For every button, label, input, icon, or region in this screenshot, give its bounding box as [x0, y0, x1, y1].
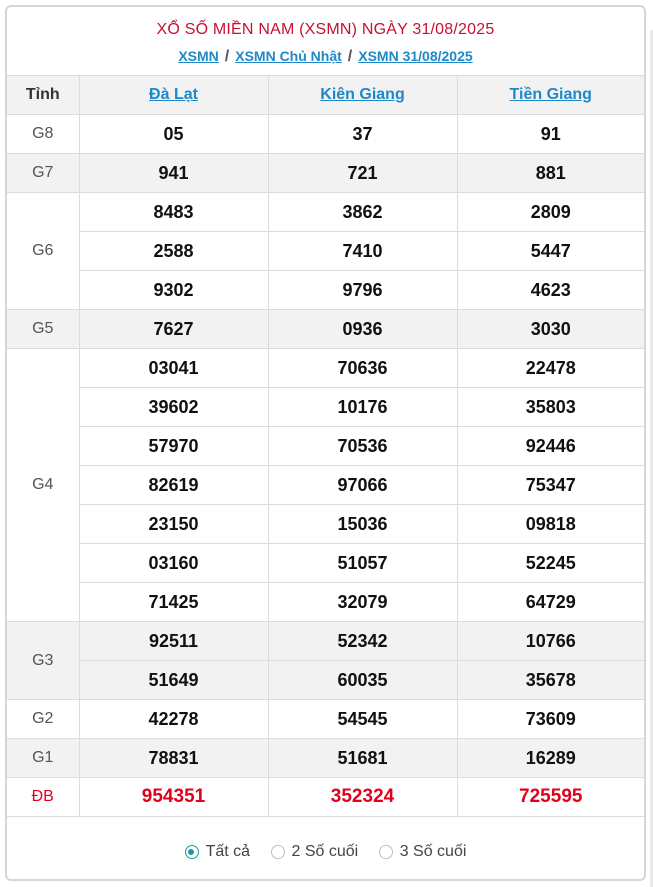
result-number: 91: [457, 115, 644, 154]
result-number: 22478: [457, 349, 644, 388]
result-number: 10766: [457, 622, 644, 661]
result-number: 7410: [268, 232, 457, 271]
digit-filter-group: [7, 843, 644, 864]
result-number: 9302: [79, 271, 268, 310]
breadcrumb-xsmn-date[interactable]: XSMN 31/08/2025: [358, 48, 473, 64]
column-header-kien-giang: [268, 76, 457, 115]
table-row: [7, 778, 644, 817]
result-number: 82619: [79, 466, 268, 505]
column-header-province: Tỉnh: [7, 76, 79, 115]
prize-label: G3: [7, 622, 79, 700]
filter-option-last-3[interactable]: [379, 843, 467, 861]
radio-icon[interactable]: [185, 845, 199, 859]
result-number: 92446: [457, 427, 644, 466]
result-number: 8483: [79, 193, 268, 232]
result-number: 2588: [79, 232, 268, 271]
result-number: 60035: [268, 661, 457, 700]
table-row: [7, 622, 644, 661]
prize-label: G4: [7, 349, 79, 622]
result-number: 92511: [79, 622, 268, 661]
result-number: 51057: [268, 544, 457, 583]
table-row: [7, 544, 644, 583]
result-number: 23150: [79, 505, 268, 544]
province-link-tien-giang[interactable]: Tiền Giang: [509, 86, 592, 103]
result-number: 4623: [457, 271, 644, 310]
result-number: 954351: [79, 778, 268, 817]
result-number: 70536: [268, 427, 457, 466]
result-number: 64729: [457, 583, 644, 622]
table-row: [7, 115, 644, 154]
result-number: 35803: [457, 388, 644, 427]
result-number: 73609: [457, 700, 644, 739]
results-table: [7, 75, 644, 817]
filter-option-label: 2 Số cuối: [291, 843, 359, 860]
result-number: 881: [457, 154, 644, 193]
result-number: 39602: [79, 388, 268, 427]
province-link-da-lat[interactable]: Đà Lạt: [149, 86, 198, 103]
result-number: 70636: [268, 349, 457, 388]
prize-label: G5: [7, 310, 79, 349]
result-number: 54545: [268, 700, 457, 739]
result-number: 57970: [79, 427, 268, 466]
result-number: 35678: [457, 661, 644, 700]
result-number: 15036: [268, 505, 457, 544]
table-row: [7, 739, 644, 778]
table-row: [7, 271, 644, 310]
result-number: 05: [79, 115, 268, 154]
result-number: 9796: [268, 271, 457, 310]
breadcrumb: [7, 48, 644, 66]
filter-option-label: Tất cả: [205, 843, 251, 860]
table-row: [7, 466, 644, 505]
prize-label: G7: [7, 154, 79, 193]
result-number: 52342: [268, 622, 457, 661]
result-number: 0936: [268, 310, 457, 349]
result-number: 3862: [268, 193, 457, 232]
result-number: 51649: [79, 661, 268, 700]
result-number: 32079: [268, 583, 457, 622]
result-number: 52245: [457, 544, 644, 583]
result-number: 03041: [79, 349, 268, 388]
results-card: [5, 5, 646, 881]
prize-label: G6: [7, 193, 79, 310]
table-row: [7, 583, 644, 622]
column-header-tien-giang: [457, 76, 644, 115]
radio-icon[interactable]: [271, 845, 285, 859]
breadcrumb-xsmn[interactable]: XSMN: [178, 48, 219, 64]
table-row: [7, 427, 644, 466]
result-number: 78831: [79, 739, 268, 778]
table-row: [7, 232, 644, 271]
result-number: 75347: [457, 466, 644, 505]
filter-option-all[interactable]: [185, 843, 250, 861]
breadcrumb-xsmn-chu-nhat[interactable]: XSMN Chủ Nhật: [235, 48, 342, 64]
result-number: 3030: [457, 310, 644, 349]
breadcrumb-separator: /: [224, 48, 230, 65]
table-row: [7, 310, 644, 349]
table-row: [7, 349, 644, 388]
result-number: 352324: [268, 778, 457, 817]
result-number: 42278: [79, 700, 268, 739]
table-row: [7, 388, 644, 427]
result-number: 725595: [457, 778, 644, 817]
result-number: 51681: [268, 739, 457, 778]
breadcrumb-separator: /: [347, 48, 353, 65]
table-row: [7, 505, 644, 544]
result-number: 941: [79, 154, 268, 193]
prize-label: G2: [7, 700, 79, 739]
table-row: [7, 193, 644, 232]
prize-label: G8: [7, 115, 79, 154]
filter-option-label: 3 Số cuối: [399, 843, 467, 860]
result-number: 09818: [457, 505, 644, 544]
result-number: 16289: [457, 739, 644, 778]
table-row: [7, 700, 644, 739]
province-link-kien-giang[interactable]: Kiên Giang: [320, 86, 405, 103]
result-number: 03160: [79, 544, 268, 583]
result-number: 71425: [79, 583, 268, 622]
table-row: [7, 661, 644, 700]
result-number: 2809: [457, 193, 644, 232]
filter-option-last-2[interactable]: [271, 843, 359, 861]
result-number: 10176: [268, 388, 457, 427]
table-row: [7, 154, 644, 193]
page-title: XỔ SỐ MIỀN NAM (XSMN) NGÀY 31/08/2025: [156, 21, 495, 38]
result-number: 721: [268, 154, 457, 193]
prize-label: G1: [7, 739, 79, 778]
result-number: 97066: [268, 466, 457, 505]
column-header-da-lat: [79, 76, 268, 115]
result-number: 37: [268, 115, 457, 154]
radio-icon[interactable]: [379, 845, 393, 859]
prize-label: ĐB: [7, 778, 79, 817]
result-number: 5447: [457, 232, 644, 271]
result-number: 7627: [79, 310, 268, 349]
